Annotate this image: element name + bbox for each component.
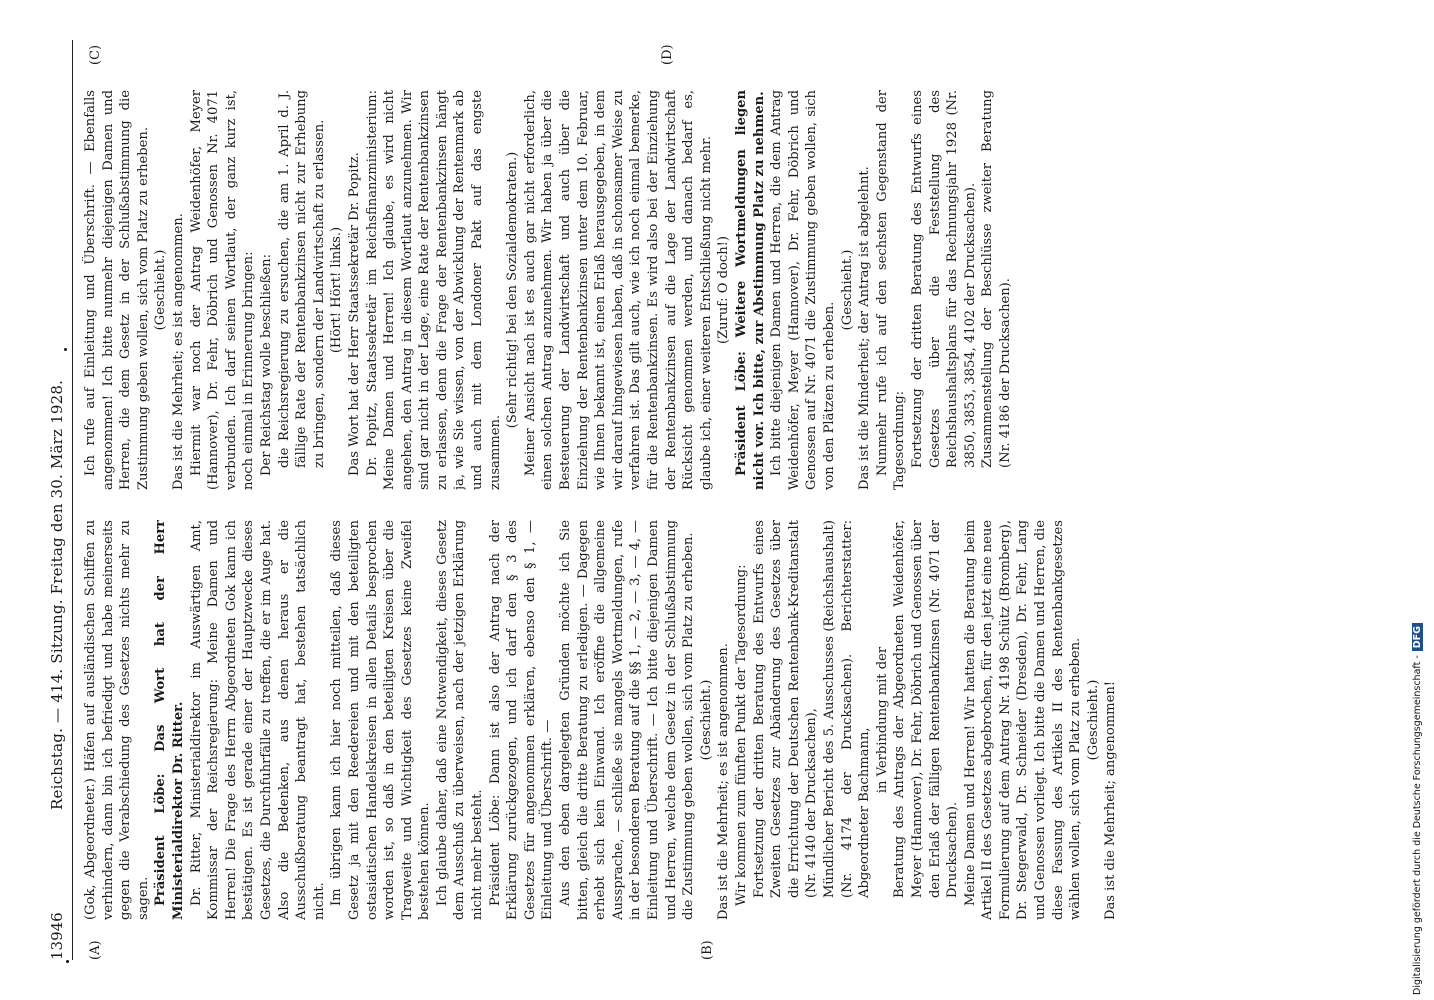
margin-mark-a: (A) bbox=[88, 940, 103, 960]
stage-direction: (Geschieht.) bbox=[153, 249, 169, 331]
stage-direction: (Hört! Hört! links.) bbox=[329, 226, 345, 354]
right-column bbox=[82, 90, 1332, 490]
paragraph: Das Wort hat der Herr Staatssekretär Dr. Popitz. bbox=[346, 152, 362, 476]
paragraph: Das ist die Minderheit; der Antrag ist abgelehnt. bbox=[857, 166, 873, 490]
digitization-credit bbox=[1412, 0, 1423, 995]
margin-mark-b: (B) bbox=[700, 940, 715, 960]
margin-mark-d: (D) bbox=[660, 44, 675, 65]
stage-direction: (Geschieht.) bbox=[839, 249, 855, 331]
margin-mark-c: (C) bbox=[88, 44, 103, 65]
quoted-motion: die Reichsregierung zu ersuchen, die am 1. April d. J. fällige Rate der Rentenbankzinsen nicht zur Erhebung zu bringen, sondern der Landwirtschaft zu erlassen. bbox=[276, 90, 327, 468]
paragraph: (Gok, Abgeordneter.) Häfen auf ausländischen Schiffen zu verhindern, dann bin ich befriedigt und habe meinerseits gegen die Verabschiedung des Gesetzes nichts mehr zu sagen. bbox=[83, 520, 151, 920]
paragraph: in Verbindung mit der bbox=[874, 646, 890, 794]
stage-direction: (Zuruf: O doch!) bbox=[716, 235, 732, 345]
agenda-item: Zusammenstellung der Beschlüsse zweiter Beratung (Nr. 4186 der Drucksachen). bbox=[980, 90, 1013, 468]
stage-direction: (Geschieht.) bbox=[698, 679, 714, 761]
paragraph: Ich bitte diejenigen Damen und Herren, die dem Antrag Weidenhöfer, Meyer (Hannover), Dr. Fehr, Döbrich und Genossen auf Nr. 4071 die Zustimmung geben wollen, sich von den Plätzen zu erheben. bbox=[769, 90, 837, 490]
paragraph: Das ist die Mehrheit; angenommen! bbox=[1103, 680, 1119, 920]
paragraph: Aus den eben dargelegten Gründen möchte ich Sie bitten, gleich die dritte Beratung zu erledigen. — Dagegen erhebt sich kein Einwand. Ich eröffne die allgemeine Aussprache, — schließe sie mangels Wortmeldungen, rufe in der besonderen Beratung auf die §§ 1, — 2, — 3, — 4, — Einleitung und Überschrift. — Ich bitte diejenigen Damen und Herren, welche dem Gesetz in der Schlußabstimmung die Zustimmung geben wollen, sich vom Platz zu erheben. bbox=[558, 520, 697, 920]
paragraph: Meine Damen und Herren! Wir hatten die Beratung beim Artikel II des Gesetzes abgebrochen, für den jetzt eine neue Formulierung auf dem Antrag Nr. 4198 Schütz (Bromberg), Dr. Stegerwald, Dr. Schneider (Dresden), Dr. Fehr, Lang und Genossen vorliegt. Ich bitte die Damen und Herren, die diese Fassung des Artikels II des Rentenbankgesetzes wählen wollen, sich vom Platz zu erheben. bbox=[962, 520, 1084, 920]
agenda-item: Fortsetzung der dritten Beratung des Entwurfs eines Zweiten Gesetzes zur Abänderung des Gesetzes über die Errichtung der Deutschen Rentenbank-Kreditanstalt (Nr. 4140 der Drucksachen), bbox=[751, 520, 820, 898]
left-column bbox=[82, 520, 1332, 920]
paragraph: Das ist die Mehrheit; es ist angenommen. bbox=[716, 643, 732, 920]
paragraph: Dr. Ritter, Ministerialdirektor im Auswärtigen Amt, Kommissar der Reichsregierung: Meine Damen und Herren! Die Frage des Herrn Abgeordneten Gok kann ich bestätigen. Es ist gerade einer der Hauptzwecke dieses Gesetzes, die Durchfuhrfälle zu treffen, die er im Auge hat. Also die Bedenken, aus denen heraus er die Ausschußberatung beantragt hat, bestehen tatsächlich nicht. bbox=[188, 520, 327, 920]
stage-direction: (Geschieht.) bbox=[1085, 679, 1101, 761]
paragraph: Nunmehr rufe ich auf den sechsten Gegenstand der Tagesordnung: bbox=[874, 90, 908, 490]
paragraph: Ich glaube daher, daß eine Notwendigkeit, dieses Gesetz dem Ausschuß zu überweisen, nach der jetzigen Erklärung nicht mehr besteht. bbox=[434, 520, 486, 920]
running-title: Reichstag. — 414. Sitzung. Freitag den 30. März 1928. bbox=[48, 379, 66, 810]
paragraph: Dr. Popitz, Staatssekretär im Reichsfinanzministerium: Meine Damen und Herren! Ich glaube, es wird nicht angehen, den Antrag in diesem Wortlaut anzunehmen. Wir sind gar nicht in der Lage, eine Rate der Rentenbankzinsen zu erlassen, denn die Frage der Rentenbankzinsen hängt ja, wie Sie wissen, von der Abwicklung der Rentenmark ab und auch mit dem Londoner Pakt auf das engste zusammen. bbox=[364, 90, 503, 490]
running-header bbox=[40, 40, 74, 960]
stage-direction: (Sehr richtig! bei den Sozialdemokraten.) bbox=[505, 151, 521, 429]
paragraph: Der Reichstag wolle beschließen: bbox=[258, 253, 274, 476]
paragraph: Wir kommen zum fünften Punkt der Tagesordnung: bbox=[733, 564, 749, 906]
paragraph: Im übrigen kann ich hier noch mitteilen, daß dieses Gesetz ja mit den Reedereien und mit den beteiligten ostasiatischen Handelskreisen in allen Details besprochen worden ist, so daß in den beteiligten Kreisen über die Tragweite und Wichtigkeit des Gesetzes keine Zweifel bestehen können. bbox=[329, 520, 433, 920]
paragraph: Präsident Löbe: Dann ist also der Antrag nach der Erklärung zurückgezogen, und ich darf den § 3 des Gesetzes für angenommen erklären, ebenso den § 1, — Einleitung und Überschrift. — bbox=[487, 520, 556, 920]
agenda-item: Mündlicher Bericht des 5. Ausschusses (Reichshaushalt) (Nr. 4174 der Drucksachen). Berichterstatter: Abgeordneter Bachmann, bbox=[821, 520, 873, 898]
agenda-item: Beratung des Antrags der Abgeordneten Weidenhöfer, Meyer (Hannover), Dr. Fehr, Döbrich und Genossen über den Erlaß der fälligen Rentenbankzinsen (Nr. 4071 der Drucksachen). bbox=[892, 520, 961, 898]
page-number: 13946 bbox=[48, 912, 66, 960]
scan-speck bbox=[66, 960, 69, 963]
rotated-page-content bbox=[40, 40, 1350, 960]
dfg-logo: DFG bbox=[1412, 623, 1423, 651]
paragraph: Das ist die Mehrheit; es ist angenommen. bbox=[170, 213, 186, 490]
paragraph: Meiner Ansicht nach ist es auch gar nicht erforderlich, einen solchen Antrag anzunehmen. Wir haben ja über die Besteuerung der Landwirtschaft und auch über die Einziehung der Rentenbankzinsen unter dem 10. Februar, wie Ihnen bekannt ist, einen Erlaß herausgegeben, in dem wir darauf hingewiesen haben, daß in schonsamer Weise zu verfahren ist. Das gilt auch, wie ich noch einmal bemerke, für die Rentenbankzinsen. Es wird also bei der Einziehung der Rentenbankzinsen auf die Lage der Landwirtschaft Rücksicht genommen werden, und danach bedarf es, glaube ich, einer weiteren Entschließung nicht mehr. bbox=[522, 90, 714, 490]
paragraph: Präsident Löbe: Das Wort hat der Herr Ministerialdirektor Dr. Ritter. bbox=[153, 520, 186, 920]
paragraph: Hiermit war noch der Antrag Weidenhöfer, Meyer (Hannover), Dr. Fehr, Döbrich und Genossen Nr. 4071 verbunden. Ich darf seinen Wortlaut, der ganz kurz ist, noch einmal in Erinnerung bringen: bbox=[188, 90, 257, 490]
header-rule bbox=[72, 40, 73, 960]
paragraph: Ich rufe auf Einleitung und Überschrift. — Ebenfalls angenommen! Ich bitte nunmehr diejenigen Damen und Herren, die dem Gesetz in der Schlußabstimmung die Zustimmung geben wollen, sich vom Platz zu erheben. bbox=[83, 90, 151, 490]
paragraph: Präsident Löbe: Weitere Wortmeldungen liegen nicht vor. Ich bitte, zur Abstimmung Platz zu nehmen. bbox=[733, 90, 767, 490]
agenda-item: Fortsetzung der dritten Beratung des Entwurfs eines Gesetzes über die Feststellung des Reichshaushaltsplans für das Rechnungsjahr 1928 (Nr. 3850, 3853, 3854, 4102 der Drucksachen). bbox=[909, 90, 978, 468]
credit-text: Digitalisierung gefördert durch die Deutsche Forschungsgemeinschaft - bbox=[1412, 655, 1423, 995]
